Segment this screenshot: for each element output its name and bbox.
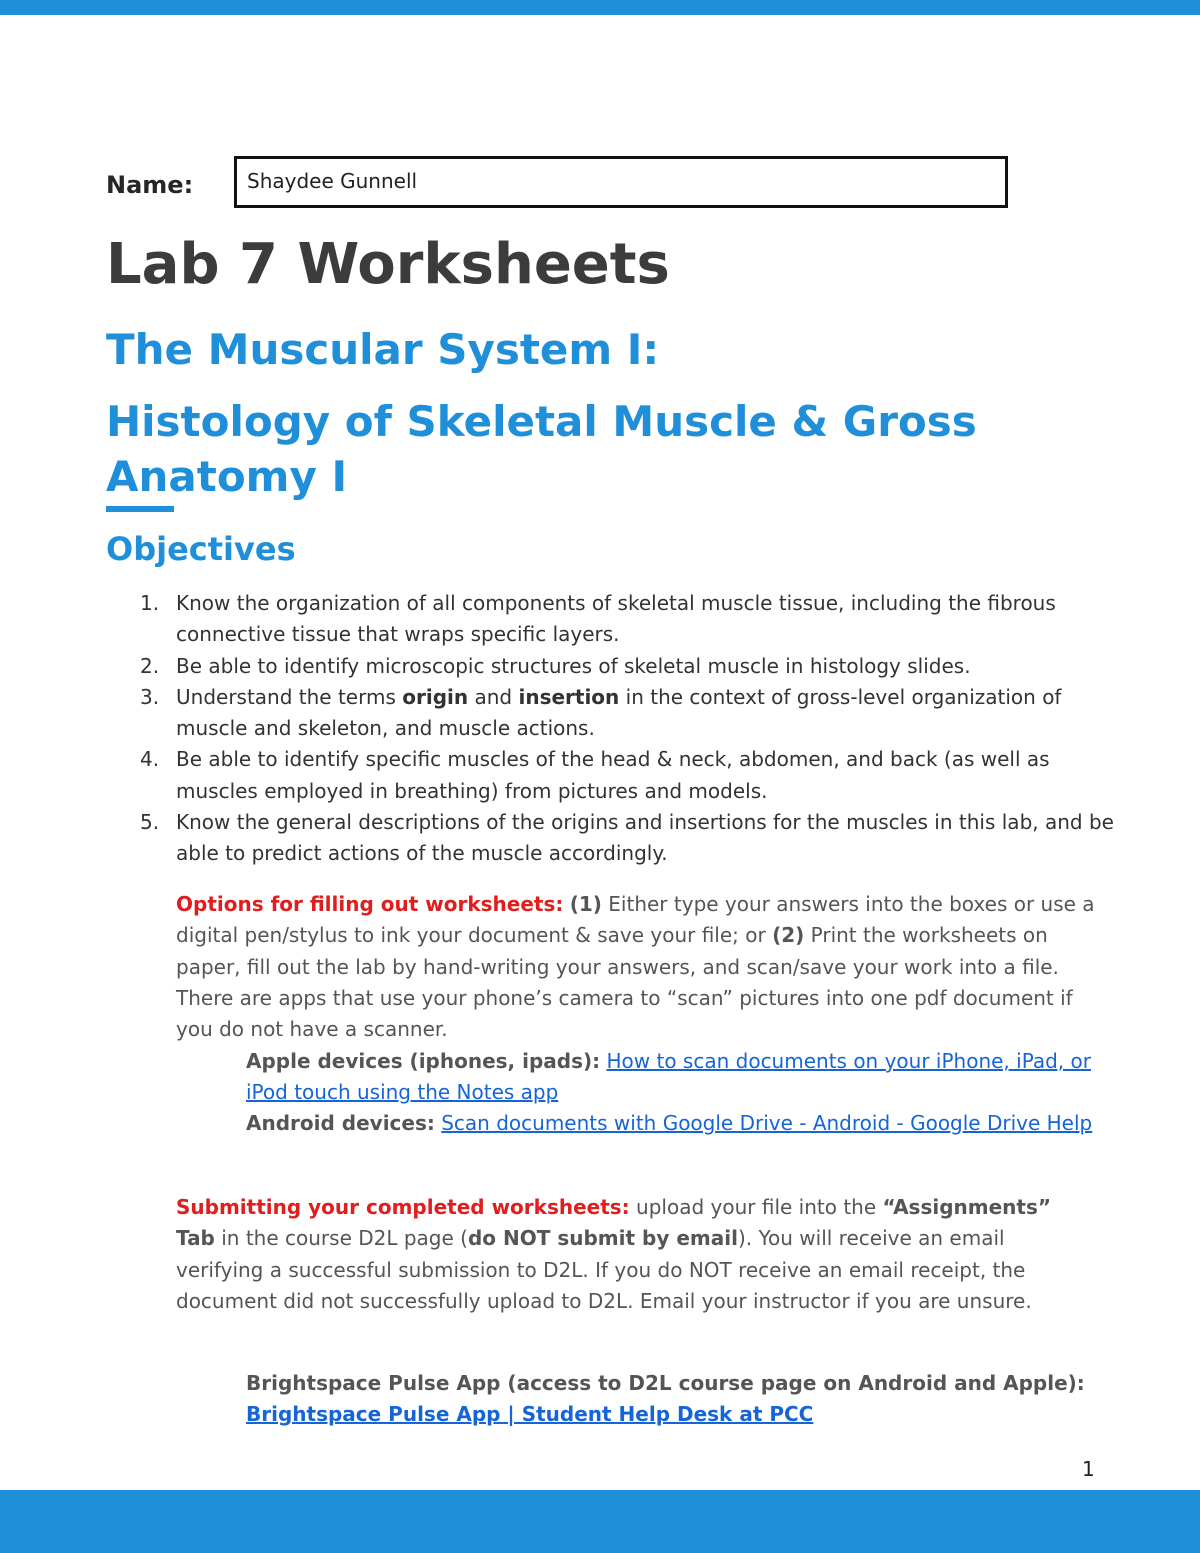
options-label: Options for filling out worksheets: bbox=[176, 892, 564, 916]
bottom-accent-bar bbox=[0, 1490, 1200, 1553]
objective-number: 1. bbox=[140, 591, 160, 615]
apple-scan-link[interactable]: How to scan documents on your iPhone, iPad, or iPod touch using the Notes app bbox=[246, 1049, 1091, 1105]
objective-text-mid: and bbox=[468, 684, 519, 709]
options-text-two: Print the worksheets on paper, fill out the lab by hand-writing your answers, and scan/save your work into a file. There are apps that use your phone’s camera to “scan” pictures into one pdf document if you do not have a scanner. bbox=[176, 923, 1073, 1042]
objective-item bbox=[0, 807, 1120, 870]
no-email-warning: do NOT submit by email bbox=[467, 1226, 738, 1251]
objective-text: Know the general descriptions of the origins and insertions for the muscles in this lab, and be able to predict actions of the muscle accordingly. bbox=[176, 810, 1114, 866]
assignments-tab-text: “Assignments” Tab bbox=[176, 1195, 1052, 1251]
brightspace-line bbox=[246, 1368, 1096, 1431]
name-field[interactable]: Shaydee Gunnell bbox=[234, 156, 1008, 208]
objective-text: Be able to identify microscopic structures of skeletal muscle in histology slides. bbox=[176, 653, 971, 678]
objective-number: 4. bbox=[140, 747, 160, 772]
brightspace-link[interactable]: Brightspace Pulse App | Student Help Desk at PCC bbox=[246, 1402, 814, 1427]
brightspace-label: Brightspace Pulse App (access to D2L course page on Android and Apple): bbox=[246, 1371, 1085, 1395]
option-one-marker: (1) bbox=[569, 892, 602, 916]
android-devices-line bbox=[246, 1108, 1096, 1139]
name-label: Name: bbox=[106, 171, 194, 199]
submitting-text-three: ). You will receive an email verifying a successful submission to D2L. If you do NOT receive an email receipt, the document did not successfully upload to D2L. Email your instructor if you are unsure. bbox=[176, 1226, 1032, 1313]
options-text-one: Either type your answers into the boxes or use a digital pen/stylus to ink your document & save your file; or bbox=[176, 892, 1095, 948]
android-devices-label: Android devices: bbox=[246, 1111, 435, 1135]
android-scan-link[interactable]: Scan documents with Google Drive - Android - Google Drive Help bbox=[441, 1111, 1093, 1135]
apple-devices-line bbox=[246, 1046, 1096, 1109]
objective-number: 2. bbox=[140, 653, 160, 678]
objective-text: Know the organization of all components of skeletal muscle tissue, including the fibrous connective tissue that wraps specific layers. bbox=[176, 591, 1056, 647]
objective-item bbox=[0, 744, 1120, 807]
objective-text-pre: Understand the terms bbox=[176, 684, 403, 709]
term-insertion: insertion bbox=[518, 684, 620, 709]
top-accent-bar bbox=[0, 0, 1200, 15]
page-number: 1 bbox=[1082, 1457, 1095, 1481]
objectives-list bbox=[0, 588, 1120, 870]
objective-item bbox=[0, 651, 1120, 682]
submitting-paragraph bbox=[176, 1192, 1096, 1317]
objective-number: 3. bbox=[140, 684, 160, 709]
submitting-text-one: upload your file into the bbox=[629, 1195, 883, 1219]
submitting-label: Submitting your completed worksheets: bbox=[176, 1195, 630, 1219]
subtitle-primary: The Muscular System I: bbox=[106, 325, 660, 374]
apple-devices-label: Apple devices (iphones, ipads): bbox=[246, 1049, 601, 1073]
page-title: Lab 7 Worksheets bbox=[106, 232, 670, 297]
objective-text-post: in the context of gross-level organization of muscle and skeleton, and muscle actions. bbox=[176, 684, 1062, 741]
submitting-text-two: in the course D2L page ( bbox=[214, 1226, 468, 1251]
objective-text: Be able to identify specific muscles of the head & neck, abdomen, and back (as well as muscles employed in breathing) from pictures and models. bbox=[176, 747, 1050, 803]
objective-number: 5. bbox=[140, 810, 160, 835]
heading-accent-rule bbox=[106, 506, 174, 512]
subtitle-secondary: Histology of Skeletal Muscle & Gross Anatomy I bbox=[106, 397, 977, 501]
objective-item bbox=[0, 588, 1120, 651]
objectives-heading: Objectives bbox=[106, 530, 296, 568]
objective-item bbox=[0, 682, 1120, 745]
term-origin: origin bbox=[402, 684, 469, 709]
option-two-marker: (2) bbox=[772, 923, 805, 948]
options-paragraph bbox=[176, 889, 1096, 1045]
